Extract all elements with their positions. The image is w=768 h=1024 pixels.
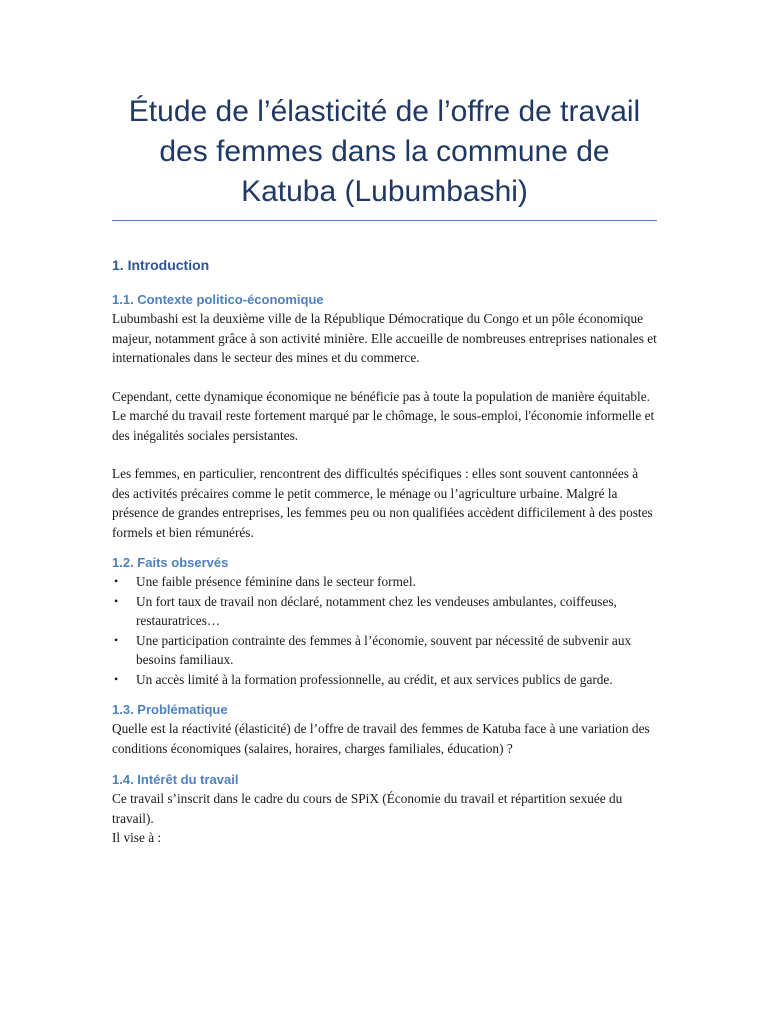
list-item [112, 592, 657, 631]
subsection-heading-context: 1.1. Contexte politico-économique [112, 292, 324, 307]
subsection-heading-problem-statement: 1.3. Problématique [112, 702, 228, 717]
bullet-icon: • [114, 574, 119, 588]
subsection-heading-observed-facts: 1.2. Faits observés [112, 555, 229, 570]
paragraph-interest-2: Il vise à : [112, 830, 162, 845]
list-item [112, 631, 657, 670]
paragraph-problem-statement: Quelle est la réactivité (élasticité) de l’offre de travail des femmes de Katuba face à une variation des conditions économiques (salaires, horaires, charges familiales, éducation) ? [112, 721, 650, 756]
document-title: Étude de l’élasticité de l’offre de travail des femmes dans la commune de Katuba (Lubumbashi) [128, 95, 641, 208]
paragraph-context-3: Les femmes, en particulier, rencontrent des difficultés spécifiques : elles sont souvent cantonnées à des activités précaires comme le petit commerce, le ménage ou l’agriculture urbaine. Malgré la présence de grandes entreprises, les femmes peu ou non qualifiées accèdent difficilement à des postes formels et bien rémunérés. [112, 466, 653, 540]
list-item-text: Un fort taux de travail non déclaré, notamment chez les vendeuses ambulantes, coiffeuses, restauratrices… [136, 593, 617, 628]
list-item [112, 670, 657, 690]
list-item-text: Une participation contrainte des femmes à l’économie, souvent par nécessité de subvenir aux besoins familiaux. [136, 632, 632, 667]
paragraph-context-2: Cependant, cette dynamique économique ne bénéficie pas à toute la population de manière équitable. Le marché du travail reste fortement marqué par le chômage, le sous-emploi, l'économie informelle et des inégalités sociales persistantes. [112, 388, 655, 443]
title-divider [112, 220, 657, 221]
paragraph-interest-1: Ce travail s’inscrit dans le cadre du cours de SPiX (Économie du travail et répartition sexuée du travail). [112, 791, 623, 826]
list-item [112, 572, 657, 592]
bullet-icon: • [114, 593, 119, 608]
observed-facts-list [112, 572, 657, 689]
document-page [112, 0, 657, 848]
list-item-text: Un accès limité à la formation professionnelle, au crédit, et aux services publics de garde. [136, 671, 613, 687]
bullet-icon: • [114, 671, 119, 686]
bullet-icon: • [114, 632, 119, 647]
section-heading-introduction: 1. Introduction [112, 257, 210, 273]
paragraph-context-1: Lubumbashi est la deuxième ville de la République Démocratique du Congo et un pôle économique majeur, notamment grâce à son activité minière. Elle accueille de nombreuses entreprises nationales et internationales dans le secteur des mines et du commerce. [112, 311, 657, 365]
list-item-text: Une faible présence féminine dans le secteur formel. [136, 574, 416, 589]
subsection-heading-interest: 1.4. Intérêt du travail [112, 772, 239, 787]
